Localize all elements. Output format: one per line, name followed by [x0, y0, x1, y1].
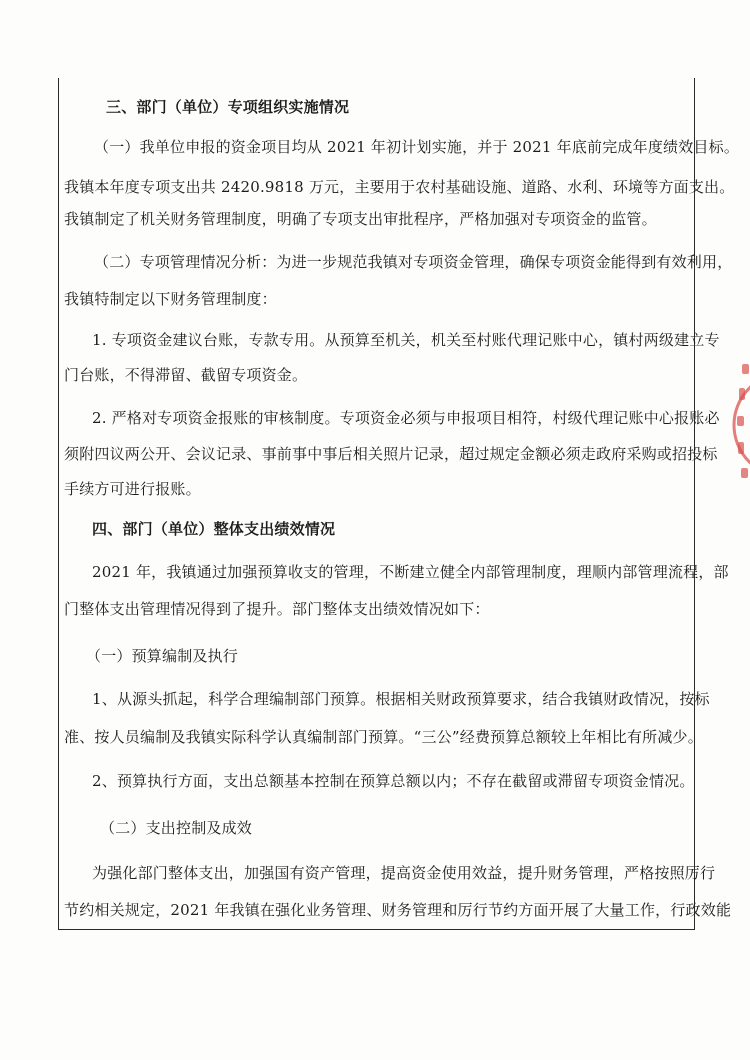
- paragraph-line: 2. 严格对专项资金报账的审核制度。专项资金必须与申报项目相符，村级代理记账中心报账必: [92, 409, 720, 427]
- paragraph-line: 我镇本年度专项支出共 2420.9818 万元，主要用于农村基础设施、道路、水利、环境等方面支出。: [64, 178, 735, 196]
- paragraph-line: （二）专项管理情况分析：为进一步规范我镇对专项资金管理，确保专项资金能得到有效利用，: [94, 253, 733, 271]
- paragraph-line: 节约相关规定，2021 年我镇在强化业务管理、财务管理和厉行节约方面开展了大量工作，行政效能: [64, 901, 732, 919]
- paragraph-line: 2、预算执行方面，支出总额基本控制在预算总额以内；不存在截留或滞留专项资金情况。: [92, 772, 695, 790]
- paragraph-line: 我镇制定了机关财务管理制度，明确了专项支出审批程序，严格加强对专项资金的监管。: [64, 210, 657, 228]
- section-heading-3: 三、部门（单位）专项组织实施情况: [106, 98, 350, 116]
- paragraph-line: 我镇特制定以下财务管理制度：: [64, 290, 277, 308]
- paragraph-line: 手续方可进行报账。: [64, 480, 201, 498]
- paragraph-line: 须附四议两公开、会议记录、事前事中事后相关照片记录，超过规定金额必须走政府采购或招投标: [64, 445, 718, 463]
- paragraph-line: 2021 年，我镇通过加强预算收支的管理，不断建立健全内部管理制度，理顺内部管理流程，部: [92, 563, 729, 581]
- paragraph-line: （一）我单位申报的资金项目均从 2021 年初计划实施，并于 2021 年底前完成年度绩效目标。: [94, 138, 740, 156]
- section-heading-4: 四、部门（单位）整体支出绩效情况: [92, 520, 336, 538]
- table-frame: [58, 78, 735, 930]
- red-seal-stamp: [728, 330, 750, 520]
- paragraph-line: 准、按人员编制及我镇实际科学认真编制部门预算。“三公”经费预算总额较上年相比有所减少。: [64, 728, 703, 746]
- paragraph-line: 1. 专项资金建议台账，专款专用。从预算至机关，机关至村账代理记账中心，镇村两级建立专: [92, 331, 720, 349]
- paragraph-line: 1、从源头抓起，科学合理编制部门预算。根据相关财政预算要求，结合我镇财政情况，按标: [92, 690, 710, 708]
- subsection-heading: （二）支出控制及成效: [100, 819, 253, 837]
- subsection-heading: （一）预算编制及执行: [86, 647, 239, 665]
- paragraph-line: 门整体支出管理情况得到了提升。部门整体支出绩效情况如下：: [64, 600, 490, 618]
- paragraph-line: 门台账，不得滞留、截留专项资金。: [64, 366, 308, 384]
- paragraph-line: 为强化部门整体支出，加强国有资产管理，提高资金使用效益，提升财务管理，严格按照厉行: [92, 864, 716, 882]
